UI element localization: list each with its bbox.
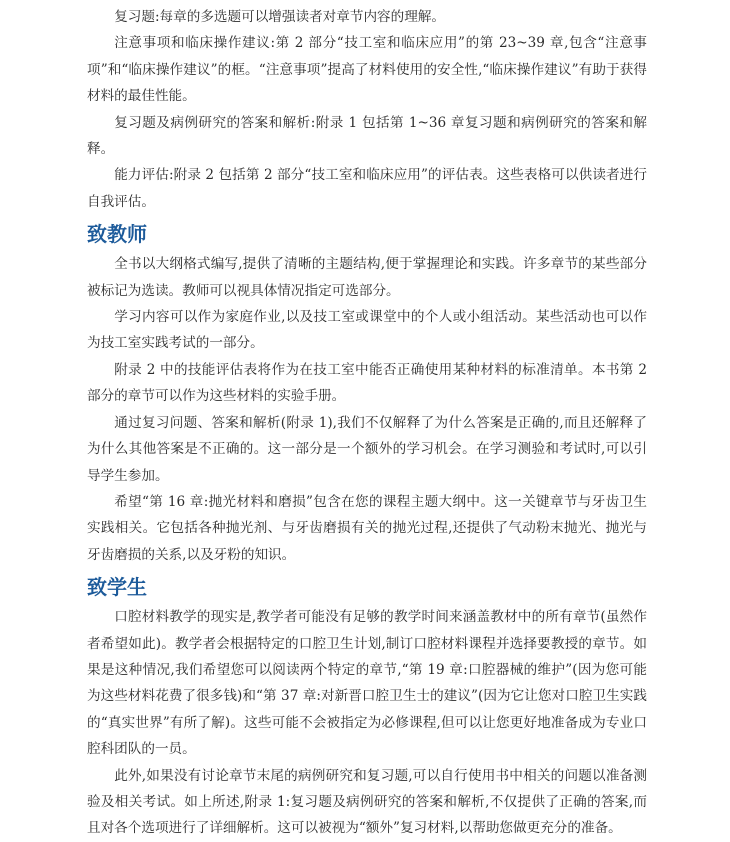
teacher-paragraph: 希望“第 16 章:抛光材料和磨损”包含在您的课程主题大纲中。这一关键章节与牙齿卫生实践相关。它包括各种抛光剂、与牙齿磨损有关的抛光过程,还提供了气动粉末抛光、抛光与牙齿磨损的关系,以及牙粉的知识。 xyxy=(87,493,647,563)
student-paragraph: 此外,如果没有讨论章节末尾的病例研究和复习题,可以自行使用书中相关的问题以准备测验及相关考试。如上所述,附录 1:复习题及病例研究的答案和解析,不仅提供了正确的答案,而且对各个选项进行了详细解析。这可以被视为“额外”复习材料,以帮助您做更充分的准备。 xyxy=(87,767,647,837)
intro-paragraph-precautions: 注意事项和临床操作建议:第 2 部分“技工室和临床应用”的第 23~39 章,包含“注意事项”和“临床操作建议”的框。“注意事项”提高了材料使用的安全性,“临床操作建议”有助于获得材料的最佳性能。 xyxy=(87,35,647,105)
intro-paragraph-answers: 复习题及病例研究的答案和解析:附录 1 包括第 1~36 章复习题和病例研究的答案和解释。 xyxy=(87,114,647,158)
section-heading-teacher: 致教师 xyxy=(87,222,147,247)
student-paragraph: 口腔材料教学的现实是,教学者可能没有足够的教学时间来涵盖教材中的所有章节(虽然作者希望如此)。教学者会根据特定的口腔卫生计划,制订口腔材料课程并选择要教授的章节。如果是这种情况,我们希望您可以阅读两个特定的章节,“第 19 章:口腔器械的维护”(因为您可能为这些材料花费了很多钱)和“第 37 章:对新晋口腔卫生士的建议”(因为它让您对口腔卫生实践的“真实世界”有所了解)。这些可能不会被指定为必修课程,但可以让您更好地准备成为专业口腔科团队的一员。 xyxy=(87,609,647,758)
teacher-paragraph: 通过复习问题、答案和解析(附录 1),我们不仅解释了为什么答案是正确的,而且还解释了为什么其他答案是不正确的。这一部分是一个额外的学习机会。在学习测验和考试时,可以引导学生参加。 xyxy=(87,414,647,484)
section-heading-student: 致学生 xyxy=(87,575,147,600)
teacher-paragraph: 全书以大纲格式编写,提供了清晰的主题结构,便于掌握理论和实践。许多章节的某些部分被标记为选读。教师可以视具体情况指定可选部分。 xyxy=(87,256,647,299)
intro-paragraph-assessment: 能力评估:附录 2 包括第 2 部分“技工室和临床应用”的评估表。这些表格可以供读者进行自我评估。 xyxy=(87,167,647,210)
intro-paragraph-review-questions: 复习题:每章的多选题可以增强读者对章节内容的理解。 xyxy=(114,9,446,25)
teacher-paragraph: 附录 2 中的技能评估表将作为在技工室中能否正确使用某种材料的标准清单。本书第 2 部分的章节可以作为这些材料的实验手册。 xyxy=(87,361,647,405)
document-page xyxy=(87,4,647,842)
teacher-paragraph: 学习内容可以作为家庭作业,以及技工室或课堂中的个人或小组活动。某些活动也可以作为技工室实践考试的一部分。 xyxy=(87,309,647,352)
